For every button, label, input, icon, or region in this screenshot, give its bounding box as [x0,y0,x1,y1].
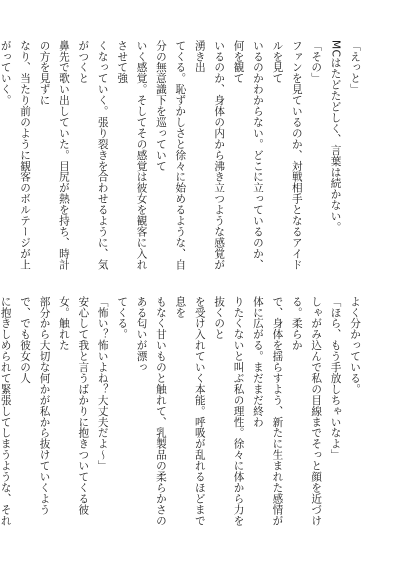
upper-text-block: 「えっと」 MCはたどたどしく、言葉は続かない。 「その」 ファンを見ているのか、対戦相手となるアイドルを見て いるのかわからない。どこに立っているのか、何を観て いるのか、身体の内から沸き立つような感覚が湧き出 てくる。恥ずかしさと徐々に始めるような、自分の無意識下を巡っていて いく感覚。そしてその感覚は彼女を観客に入れさせて強 くなっていく。張り裂きを合わせるように、気がつくと 鼻先で歌い出していた。目尻が熱を持ち、時計の方を見ずに なり、当たり前のように観客のボルテージが上がっていく。 [0,40,361,270]
lower-text-block: よく分かっている。 「ほら、もう手放しちゃいなよ」 しゃがみ込んで私の目線までそっと顔を近づける。柔らか で、身体を揺らすよう、新たに生まれた感情が体に広がる。まだまだ終わ りたくないと叫ぶ私の理性。徐々に体から力を抜くのと を受け入れていく本能。呼吸が乱れるほどまで息を もなく甘いものと触れて、乳製品の柔らかさのある匂いが漂っ てくる。 「怖い？怖いよね？大丈夫だよ〜」 安心して我と言うばかりに抱きついてくる彼女。触れた 部分から大切な何かが私から抜けていくようで、でも彼女の人 に抱きしめられて緊張してしまうような、それ [0,296,361,526]
page-corner-mark [14,552,18,556]
